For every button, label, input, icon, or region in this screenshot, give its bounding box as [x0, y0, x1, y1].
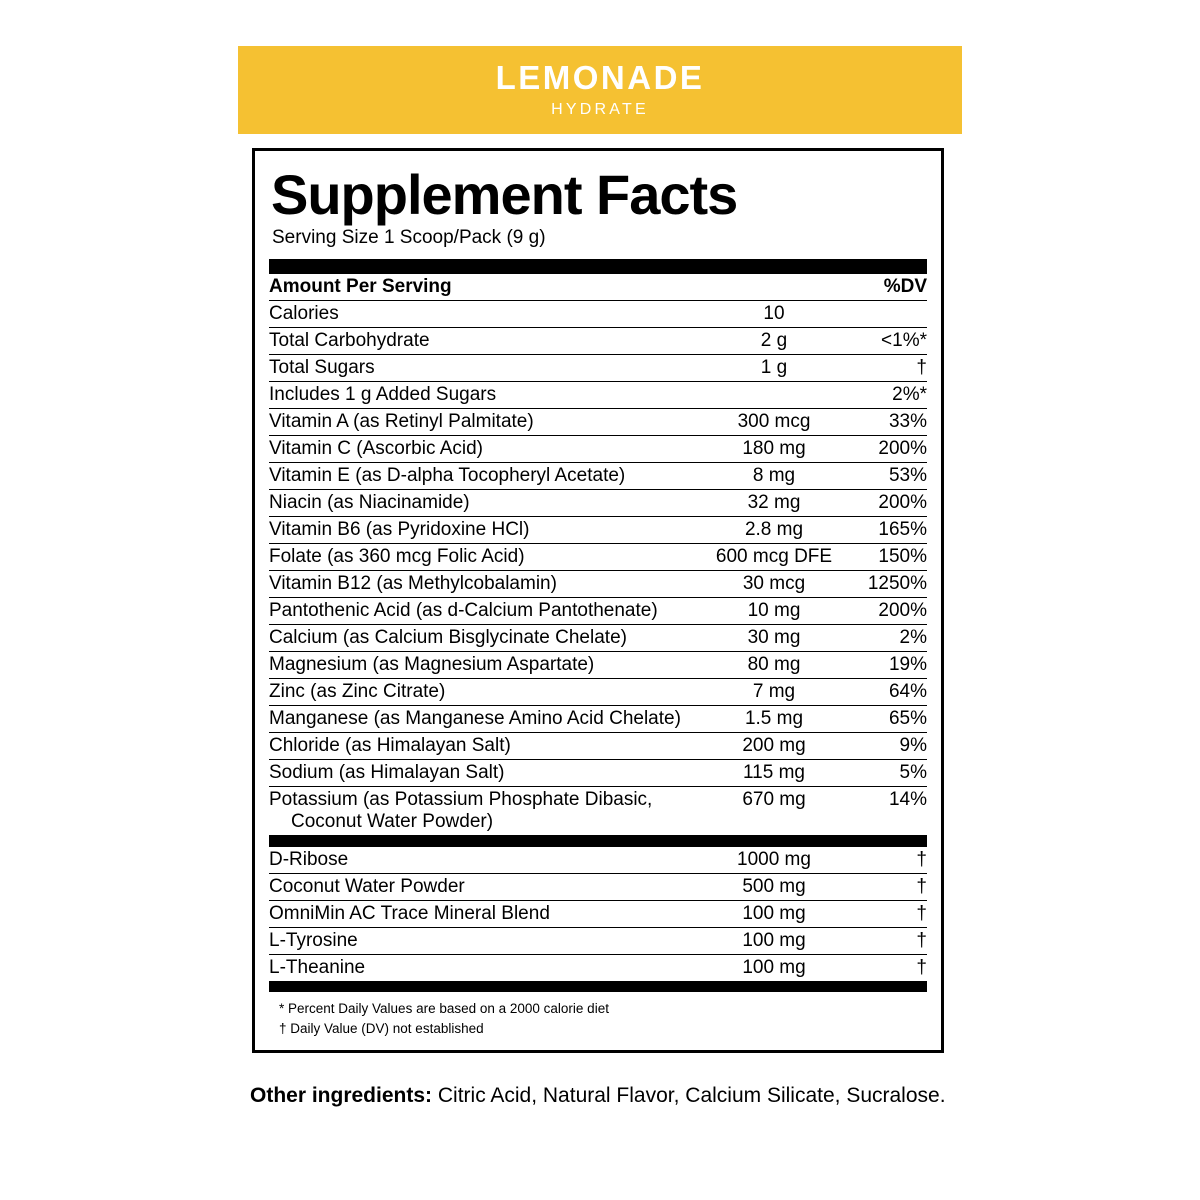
nutrient-dv: 9%	[849, 733, 927, 760]
nutrient-amount: 1.5 mg	[699, 706, 849, 733]
ingredient-amount: 100 mg	[699, 928, 849, 955]
nutrient-dv: 1250%	[849, 571, 927, 598]
blend-table	[269, 847, 927, 981]
divider-thick-bottom	[269, 981, 927, 992]
footnote-daily-value: * Percent Daily Values are based on a 2000 calorie diet	[279, 1001, 609, 1016]
nutrient-dv: 65%	[849, 706, 927, 733]
nutrient-name: Sodium (as Himalayan Salt)	[269, 760, 699, 787]
ingredient-name: D-Ribose	[269, 847, 699, 874]
serving-size: Serving Size 1 Scoop/Pack (9 g)	[272, 227, 546, 248]
nutrient-dv: <1%*	[849, 328, 927, 355]
nutrient-name: Chloride (as Himalayan Salt)	[269, 733, 699, 760]
amount-per-serving-header: Amount Per Serving	[269, 274, 699, 301]
panel-title: Supplement Facts	[271, 163, 738, 226]
nutrient-name: Niacin (as Niacinamide)	[269, 490, 699, 517]
amount-column-spacer	[699, 274, 849, 301]
nutrient-name: Vitamin B12 (as Methylcobalamin)	[269, 571, 699, 598]
nutrient-name: Calories	[269, 301, 699, 328]
ingredient-dv: †	[849, 847, 927, 874]
ingredient-amount: 100 mg	[699, 901, 849, 928]
nutrient-name: Vitamin E (as D-alpha Tocopheryl Acetate)	[269, 463, 699, 490]
nutrient-dv: 19%	[849, 652, 927, 679]
nutrient-amount: 115 mg	[699, 760, 849, 787]
other-ingredients-text: Citric Acid, Natural Flavor, Calcium Silicate, Sucralose.	[432, 1084, 946, 1107]
nutrient-dv: 53%	[849, 463, 927, 490]
table-row	[269, 490, 927, 517]
table-row	[269, 598, 927, 625]
table-row	[269, 847, 927, 874]
table-row	[269, 679, 927, 706]
nutrient-dv: 2%*	[849, 382, 927, 409]
table-row	[269, 625, 927, 652]
ingredient-name: L-Tyrosine	[269, 928, 699, 955]
table-row	[269, 901, 927, 928]
table-row	[269, 652, 927, 679]
table-row	[269, 463, 927, 490]
ingredient-name: OmniMin AC Trace Mineral Blend	[269, 901, 699, 928]
nutrient-name: Total Carbohydrate	[269, 328, 699, 355]
table-row	[269, 301, 927, 328]
ingredient-name: L-Theanine	[269, 957, 366, 978]
nutrient-amount: 600 mcg DFE	[699, 544, 849, 571]
nutrient-dv: 14%	[849, 787, 927, 836]
table-row	[269, 760, 927, 787]
nutrient-amount: 30 mcg	[699, 571, 849, 598]
table-row	[269, 436, 927, 463]
nutrient-amount: 10 mg	[699, 598, 849, 625]
divider-thick-middle	[269, 836, 927, 847]
other-ingredients-label: Other ingredients:	[250, 1084, 433, 1107]
nutrient-name: Calcium (as Calcium Bisglycinate Chelate)	[269, 625, 699, 652]
table-row	[269, 733, 927, 760]
nutrient-dv: 64%	[849, 679, 927, 706]
nutrient-name: Vitamin A (as Retinyl Palmitate)	[269, 409, 699, 436]
nutrient-amount: 2 g	[699, 328, 849, 355]
nutrient-amount: 7 mg	[699, 679, 849, 706]
flavor-subtitle: HYDRATE	[551, 101, 649, 119]
table-row	[269, 706, 927, 733]
nutrient-amount: 1 g	[699, 355, 849, 382]
nutrient-name: Pantothenic Acid (as d-Calcium Pantothenate)	[269, 598, 699, 625]
nutrient-amount: 180 mg	[699, 436, 849, 463]
nutrient-amount: 2.8 mg	[699, 517, 849, 544]
table-row	[269, 928, 927, 955]
nutrient-amount: 80 mg	[699, 652, 849, 679]
table-row	[269, 517, 927, 544]
nutrient-amount: 32 mg	[699, 490, 849, 517]
ingredient-amount: 1000 mg	[699, 847, 849, 874]
nutrient-amount: 8 mg	[699, 463, 849, 490]
ingredient-amount: 500 mg	[699, 874, 849, 901]
nutrient-name: Vitamin B6 (as Pyridoxine HCl)	[269, 517, 699, 544]
nutrient-name: Total Sugars	[269, 355, 699, 382]
footnote-dv-not-established: † Daily Value (DV) not established	[279, 1021, 484, 1037]
nutrient-dv	[849, 301, 927, 328]
nutrient-amount	[699, 382, 849, 409]
nutrient-amount: 300 mcg	[699, 409, 849, 436]
nutrient-name-line2: Coconut Water Powder)	[291, 811, 494, 832]
ingredient-dv: †	[849, 928, 927, 955]
other-ingredients	[250, 1081, 950, 1111]
nutrient-name: Potassium (as Potassium Phosphate Dibasic,	[269, 789, 653, 810]
nutrient-dv: 200%	[849, 436, 927, 463]
nutrient-name: Manganese (as Manganese Amino Acid Chelate)	[269, 706, 699, 733]
table-row	[269, 955, 927, 982]
table-row	[269, 409, 927, 436]
nutrient-dv: 5%	[849, 760, 927, 787]
nutrient-dv: 33%	[849, 409, 927, 436]
nutrient-name: Includes 1 g Added Sugars	[269, 382, 699, 409]
ingredient-dv: †	[916, 957, 927, 978]
nutrient-amount: 670 mg	[699, 787, 849, 836]
supplement-facts-panel	[252, 148, 944, 1053]
ingredient-amount: 100 mg	[742, 957, 806, 978]
table-row	[269, 544, 927, 571]
footnotes	[269, 999, 927, 1040]
table-row	[269, 874, 927, 901]
table-row	[269, 787, 927, 836]
nutrient-dv: 150%	[849, 544, 927, 571]
nutrient-name: Magnesium (as Magnesium Aspartate)	[269, 652, 699, 679]
flavor-title: LEMONADE	[495, 58, 705, 96]
nutrient-table	[269, 274, 927, 836]
table-header-row	[269, 274, 927, 301]
table-row	[269, 355, 927, 382]
table-row	[269, 382, 927, 409]
ingredient-name: Coconut Water Powder	[269, 874, 699, 901]
nutrient-name: Zinc (as Zinc Citrate)	[269, 679, 699, 706]
dv-header: %DV	[849, 274, 927, 301]
flavor-banner	[238, 46, 962, 134]
nutrient-amount: 10	[699, 301, 849, 328]
ingredient-dv: †	[849, 901, 927, 928]
ingredient-dv: †	[849, 874, 927, 901]
nutrient-dv: †	[849, 355, 927, 382]
nutrient-amount: 200 mg	[699, 733, 849, 760]
nutrient-dv: 200%	[849, 598, 927, 625]
nutrient-dv: 200%	[849, 490, 927, 517]
nutrient-name: Vitamin C (Ascorbic Acid)	[269, 436, 699, 463]
table-row	[269, 571, 927, 598]
nutrient-name: Folate (as 360 mcg Folic Acid)	[269, 544, 699, 571]
nutrient-dv: 2%	[849, 625, 927, 652]
table-row	[269, 328, 927, 355]
nutrient-dv: 165%	[849, 517, 927, 544]
divider-thick-top	[269, 259, 927, 274]
nutrient-amount: 30 mg	[699, 625, 849, 652]
